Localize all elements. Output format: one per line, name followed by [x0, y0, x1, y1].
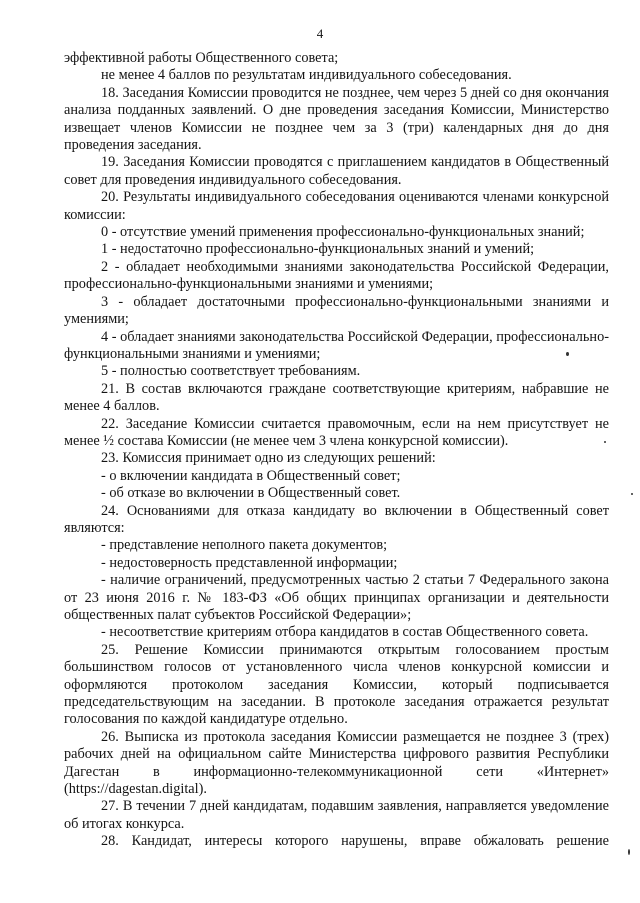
score-item-5: 5 - полностью соответствует требованиям.	[101, 363, 361, 380]
paragraph-item-26: 26. Выписка из протокола заседания Комиссии размещается не позднее 3 (трех) рабочих дней на официальном сайте Министерства цифрового развития Республики Дагестан в информационно-телекоммуникационной сети «Интернет» (https://dagestan.digital).	[64, 728, 609, 798]
paragraph-item-23: 23. Комиссия принимает одно из следующих решений:	[101, 450, 436, 467]
score-item-0: 0 - отсутствие умений применения профессионально-функциональных знаний;	[101, 224, 585, 241]
paragraph-item-21: 21. В состав включаются граждане соответствующие критериям, набравшие не менее 4 баллов.	[64, 380, 609, 415]
paragraph-item-19: 19. Заседания Комиссии проводятся с приглашением кандидатов в Общественный совет для проведения индивидуального собеседования.	[64, 154, 609, 188]
scan-speck	[631, 493, 633, 495]
decision-option: - о включении кандидата в Общественный совет;	[101, 467, 401, 484]
paragraph-item-22: 22. Заседание Комиссии считается правомочным, если на нем присутствует не менее ½ состава Комиссии (не менее чем 3 члена конкурсной комиссии).	[64, 415, 609, 449]
paragraph-item-25: 25. Решение Комиссии принимаются открытым голосованием простым большинством голосов от установленного числа членов конкурсной комиссии и оформляются протоколом заседания Комиссии, который подписывается председательствующим на заседании. В протоколе заседания отражается результат голосования по каждой кандидатуре отдельно.	[64, 641, 609, 728]
refusal-reason: - недостоверность представленной информации;	[101, 554, 398, 571]
paragraph-item-27: 27. В течении 7 дней кандидатам, подавшим заявления, направляется уведомление об итогах конкурса.	[64, 798, 609, 832]
paragraph: не менее 4 баллов по результатам индивидуального собеседования.	[101, 67, 512, 84]
scan-speck	[566, 352, 569, 356]
paragraph-item-28: 28. Кандидат, интересы которого нарушены, вправе обжаловать решение	[101, 833, 609, 850]
document-body	[64, 50, 609, 851]
refusal-reason: - наличие ограничений, предусмотренных частью 2 статьи 7 Федерального закона от 23 июня 2016 г. № 183-ФЗ «Об общих принципах организации и деятельности общественных палат субъектов Российской Федерации»;	[64, 572, 609, 623]
paragraph-item-24: 24. Основаниями для отказа кандидату во включении в Общественный совет являются:	[64, 502, 609, 536]
scan-speck	[604, 441, 606, 443]
score-item-2: 2 - обладает необходимыми знаниями законодательства Российской Федерации, профессионально-функциональными знаниями и умениями;	[64, 258, 609, 293]
paragraph-item-18: 18. Заседания Комиссии проводится не позднее, чем через 5 дней со дня окончания анализа подданных заявлений. О дне проведения заседания Комиссии, Министерство извещает членов Комиссии не позднее чем за 3 (три) календарных дня до дня проведения заседания.	[64, 84, 609, 154]
refusal-reason: - представление неполного пакета документов;	[101, 537, 388, 554]
score-item-3: 3 - обладает достаточными профессионально-функциональными знаниями и умениями;	[64, 293, 609, 328]
scan-speck	[628, 849, 630, 855]
score-item-4: 4 - обладает знаниями законодательства Российской Федерации, профессионально-функциональными знаниями и умениями;	[64, 328, 609, 362]
refusal-reason: - несоответствие критериям отбора кандидатов в состав Общественного совета.	[101, 624, 589, 641]
paragraph: эффективной работы Общественного совета;	[64, 50, 339, 66]
paragraph-item-20: 20. Результаты индивидуального собеседования оцениваются членами конкурсной комиссии:	[64, 189, 609, 223]
decision-option: - об отказе во включении в Общественный совет.	[101, 485, 401, 502]
page-number: 4	[316, 26, 324, 41]
score-item-1: 1 - недостаточно профессионально-функциональных знаний и умений;	[101, 241, 535, 258]
